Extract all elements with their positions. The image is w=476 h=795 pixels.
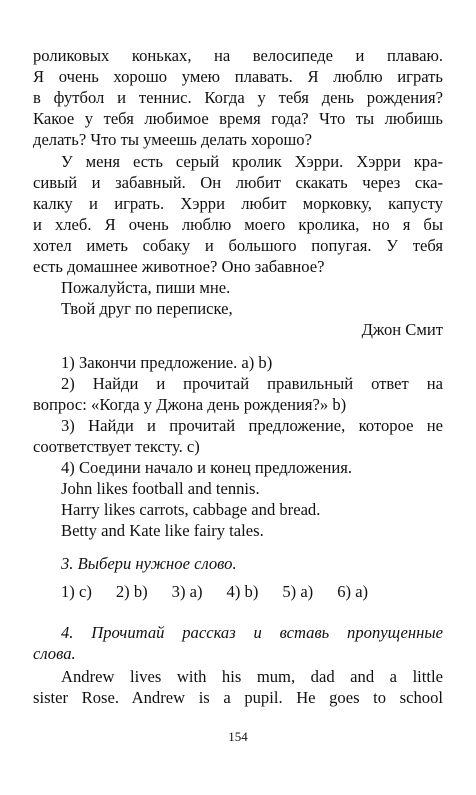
text-line: У меня есть серый кролик Хэрри. Хэрри кра- [61, 152, 443, 171]
page-number: 154 [228, 729, 248, 744]
closing-line: Пожалуйста, пиши мне. [61, 278, 231, 297]
sentence-line: Betty and Kate like fairy tales. [61, 521, 264, 540]
text-line: и хлеб. Я очень люблю моего кролика, но я бы [33, 215, 443, 234]
answer-item: 2) Найди и прочитай правильный ответ на [61, 374, 443, 393]
text-line: хотел иметь собаку и большого попугая. У тебя [33, 236, 443, 255]
answer-choice: 6) а) [337, 582, 369, 601]
answer-item: 4) Соедини начало и конец предложения. [61, 458, 352, 477]
task-heading-cont: слова. [33, 644, 76, 663]
answer-choice: 2) b) [115, 582, 148, 601]
task-heading: 3. Выбери нужное слово. [61, 554, 237, 573]
answer-choice: 3) а) [171, 582, 203, 601]
answer-choice: 4) b) [226, 582, 259, 601]
answer-item: 1) Закончи предложение. а) b) [61, 353, 273, 372]
text-line: есть домашнее животное? Оно забавное? [33, 257, 325, 276]
text-line: Какое у тебя любимое время года? Что ты любишь [33, 109, 443, 128]
answer-item-cont: соответствует тексту. с) [33, 437, 200, 456]
text-line: Я очень хорошо умею плавать. Я люблю играть [33, 67, 443, 86]
task3-answers [61, 582, 421, 602]
task-heading: 4. Прочитай рассказ и вставь пропущенные [61, 623, 443, 642]
text-line: делать? Что ты умеешь делать хорошо? [33, 130, 312, 149]
sign-off-line: Твой друг по переписке, [61, 299, 233, 318]
answer-item-cont: вопрос: «Когда у Джона день рождения?» b) [33, 395, 347, 414]
text-line: роликовых коньках, на велосипеде и плаваю. [33, 46, 443, 65]
sentence-line: John likes football and tennis. [61, 479, 260, 498]
sentence-line: Harry likes carrots, cabbage and bread. [61, 500, 321, 519]
text-line: калку и играть. Хэрри любит морковку, капусту [33, 194, 443, 213]
answer-choice: 5) а) [282, 582, 314, 601]
text-line: Andrew lives with his mum, dad and a little [61, 667, 443, 686]
answer-choice: 1) с) [61, 582, 92, 601]
signature: Джон Смит [361, 320, 443, 339]
text-line: в футбол и теннис. Когда у тебя день рождения? [33, 88, 443, 107]
text-line: sister Rose. Andrew is a pupil. He goes to school [33, 688, 443, 707]
text-line: сивый и забавный. Он любит скакать через ска- [33, 173, 443, 192]
answer-item: 3) Найди и прочитай предложение, которое не [61, 416, 443, 435]
